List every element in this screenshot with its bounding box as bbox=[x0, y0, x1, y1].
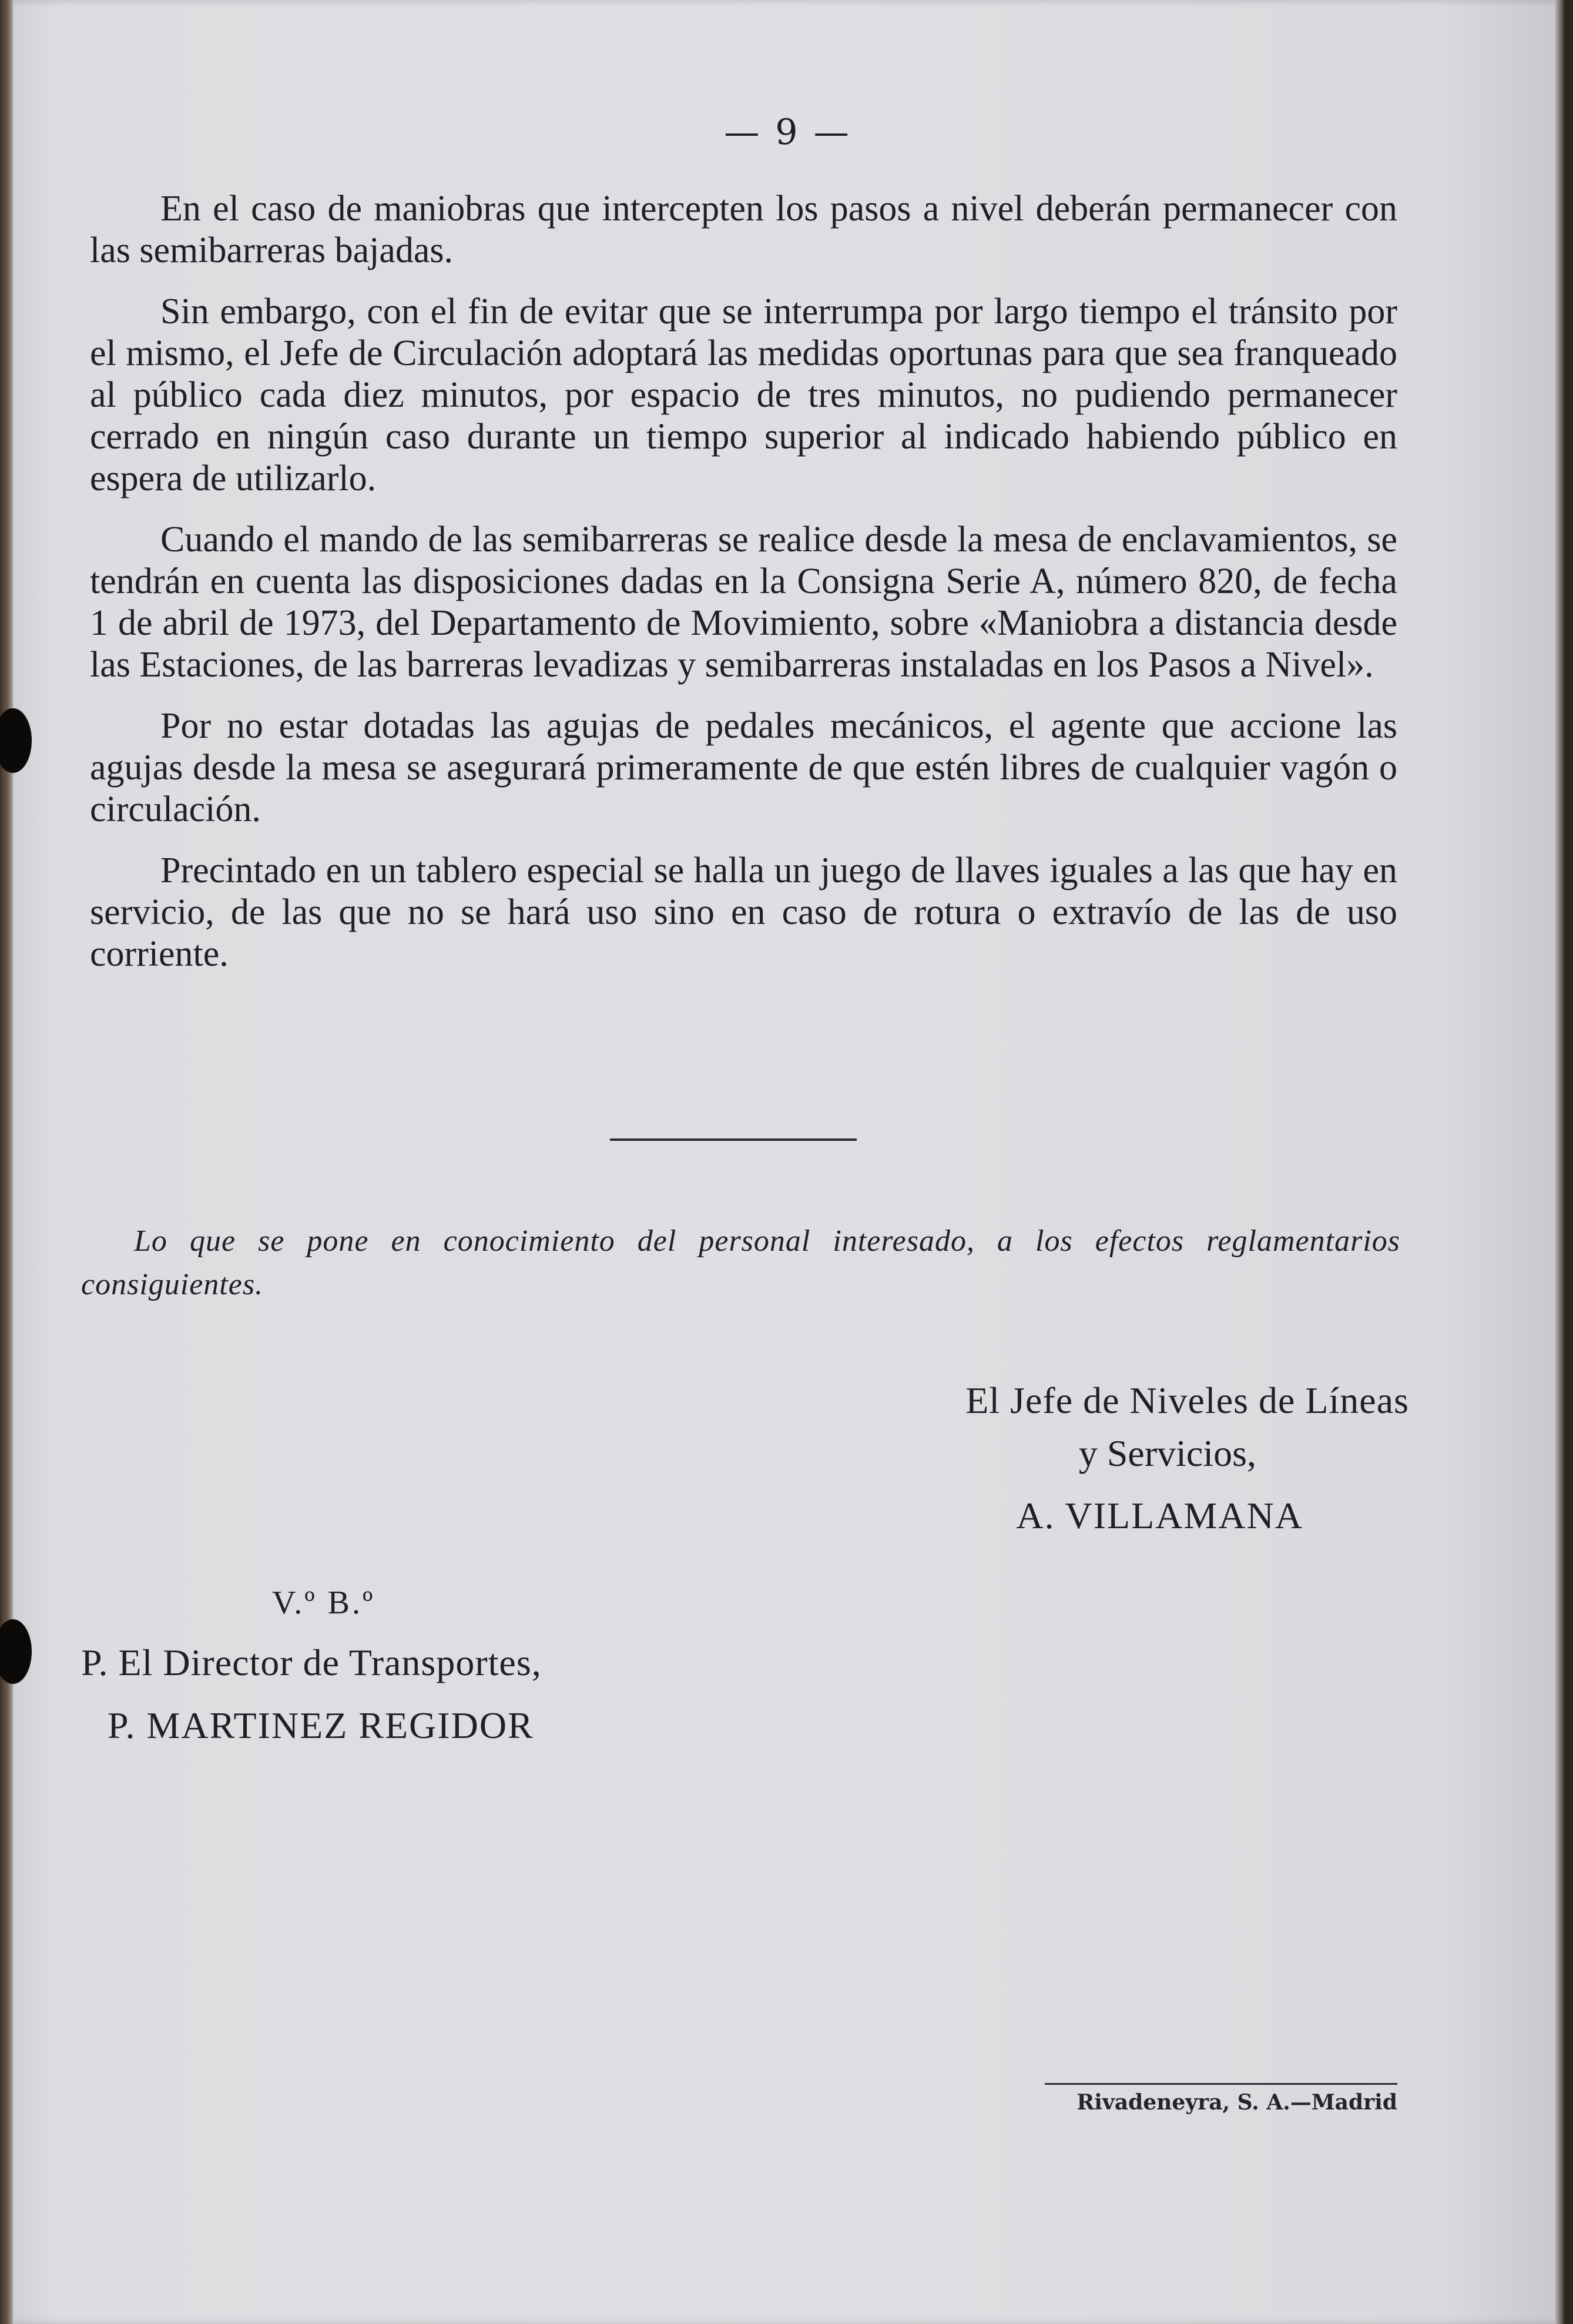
approval-title: P. El Director de Transportes, bbox=[81, 1642, 542, 1683]
paragraph: Cuando el mando de las semibarreras se realice desde la mesa de enclavamientos, se tendrán en cuenta las disposiciones dadas en la Consigna Serie A, número 820, de fecha 1 de abril de 1973, del Departamento de Movimiento, sobre «Maniobra a distancia desde las Estaciones, de las barreras levadizas y semibarreras instaladas en los Pasos a Nivel». bbox=[90, 520, 1397, 685]
printer-imprint: Rivadeneyra, S. A.—Madrid bbox=[1076, 2090, 1397, 2115]
body-text bbox=[90, 188, 1397, 994]
approval-name: P. MARTINEZ REGIDOR bbox=[108, 1705, 534, 1746]
page-number: — 9 — bbox=[724, 112, 851, 153]
signature-title: El Jefe de Niveles de Líneas bbox=[965, 1379, 1409, 1421]
printer-divider bbox=[1045, 2083, 1397, 2085]
document-page bbox=[11, 0, 1565, 2324]
section-divider bbox=[610, 1138, 857, 1141]
paragraph: En el caso de maniobras que intercepten los pasos a nivel deberán permanecer con las semibarreras bajadas. bbox=[90, 189, 1397, 270]
page-edge-right bbox=[1555, 0, 1565, 2324]
closing-note: Lo que se pone en conocimiento del personal interesado, a los efectos reglamentarios consiguientes. bbox=[81, 1224, 1400, 1301]
paragraph: Precintado en un tablero especial se halla un juego de llaves iguales a las que hay en servicio, de las que no se hará uso sino en caso de rotura o extravío de las de uso corriente. bbox=[90, 850, 1397, 974]
paragraph: Sin embargo, con el fin de evitar que se interrumpa por largo tiempo el tránsito por el mismo, el Jefe de Circulación adoptará las medidas oportunas para que sea franqueado al público cada diez minutos, por espacio de tres minutos, no pudiendo permanecer cerrado en ningún caso durante un tiempo superior al indicado habiendo público en espera de utilizarlo. bbox=[90, 292, 1397, 498]
signature-block bbox=[880, 1374, 1409, 1542]
approval-mark: V.º B.º bbox=[272, 1585, 375, 1621]
signature-title-continued: y Servicios, bbox=[1078, 1432, 1256, 1474]
signature-name: A. VILLAMANA bbox=[1016, 1495, 1303, 1536]
page-edge-left bbox=[0, 0, 13, 2324]
paragraph: Por no estar dotadas las agujas de pedales mecánicos, el agente que accione las agujas desde la mesa se asegurará primeramente de que estén libres de cualquier vagón o circulación. bbox=[90, 706, 1397, 829]
approval-block bbox=[81, 1575, 727, 1753]
